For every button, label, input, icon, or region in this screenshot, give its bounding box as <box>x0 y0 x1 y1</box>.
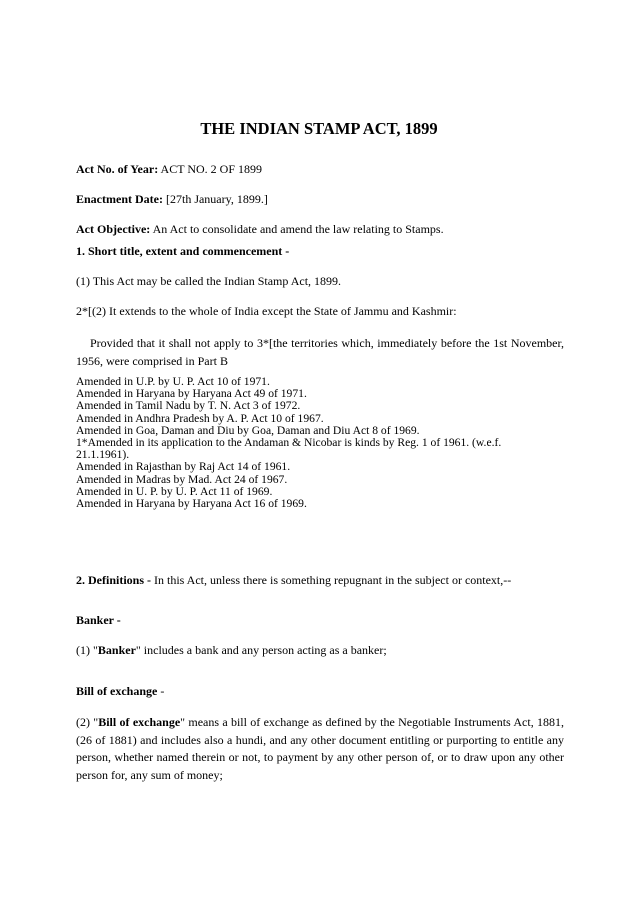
amendment-item: Amended in Goa, Daman and Diu by Goa, Daman and Diu Act 8 of 1969. <box>76 423 420 437</box>
act-number-line <box>76 162 564 177</box>
amendment-item: Amended in Rajasthan by Raj Act 14 of 1961. <box>76 460 291 474</box>
act-objective-label: Act Objective: <box>76 222 151 236</box>
banker-term: Banker <box>97 643 136 657</box>
section-1-heading: 1. Short title, extent and commencement - <box>76 244 290 258</box>
section-2-definitions <box>76 573 564 588</box>
amendment-item: 1*Amended in its application to the Andaman & Nicobar is kinds by Reg. 1 of 1961. (w.e.f. <box>76 436 502 450</box>
banker-heading: Banker - <box>76 613 121 627</box>
enactment-date-label: Enactment Date: <box>76 192 163 206</box>
act-objective-value: An Act to consolidate and amend the law relating to Stamps. <box>150 222 444 236</box>
amendment-item: Amended in U. P. by U. P. Act 11 of 1969. <box>76 484 273 498</box>
section-2-heading: 2. Definitions - <box>76 573 151 587</box>
section-1-proviso: Provided that it shall not apply to 3*[the territories which, immediately before the 1st November, 1956, were comprised in Part B <box>76 336 564 368</box>
act-objective-line <box>76 222 564 237</box>
act-number-value: ACT NO. 2 OF 1899 <box>158 162 262 176</box>
act-number-label: Act No. of Year: <box>76 162 159 176</box>
amendment-item: Amended in Haryana by Haryana Act 16 of 1969. <box>76 497 307 511</box>
enactment-date-value: [27th January, 1899.] <box>162 192 268 206</box>
page-title: THE INDIAN STAMP ACT, 1899 <box>200 119 438 138</box>
amendment-item: Amended in Tamil Nadu by T. N. Act 3 of 1972. <box>76 399 301 413</box>
amendments-list <box>76 376 564 510</box>
amendment-item: 21.1.1961). <box>76 448 130 462</box>
bill-of-exchange-term: Bill of exchange <box>98 715 181 729</box>
bill-of-exchange-heading: Bill of exchange - <box>76 684 165 698</box>
amendment-item: Amended in Andhra Pradesh by A. P. Act 10 of 1967. <box>76 411 324 425</box>
section-1-paragraph-1: (1) This Act may be called the Indian Stamp Act, 1899. <box>76 274 342 288</box>
amendment-item: Amended in U.P. by U. P. Act 10 of 1971. <box>76 375 270 388</box>
enactment-date-line <box>76 192 564 207</box>
amendment-item: Amended in Haryana by Haryana Act 49 of 1971. <box>76 387 307 401</box>
bill-of-exchange-definition: (2) "Bill of exchange" means a bill of exchange as defined by the Negotiable Instruments Act, 1881, (26 of 1881) and includes also a hundi, and any other document entitling or purporting to entitle any person, whether named therein or not, to payment by any other person of, or to draw upon any other person for, any sum of money; <box>76 715 564 782</box>
section-2-text: In this Act, unless there is something repugnant in the subject or context,-- <box>151 573 512 587</box>
amendment-item: Amended in Madras by Mad. Act 24 of 1967. <box>76 472 288 486</box>
banker-definition: (1) "Banker" includes a bank and any person acting as a banker; <box>76 643 387 657</box>
section-1-paragraph-2: 2*[(2) It extends to the whole of India except the State of Jammu and Kashmir: <box>76 304 457 318</box>
